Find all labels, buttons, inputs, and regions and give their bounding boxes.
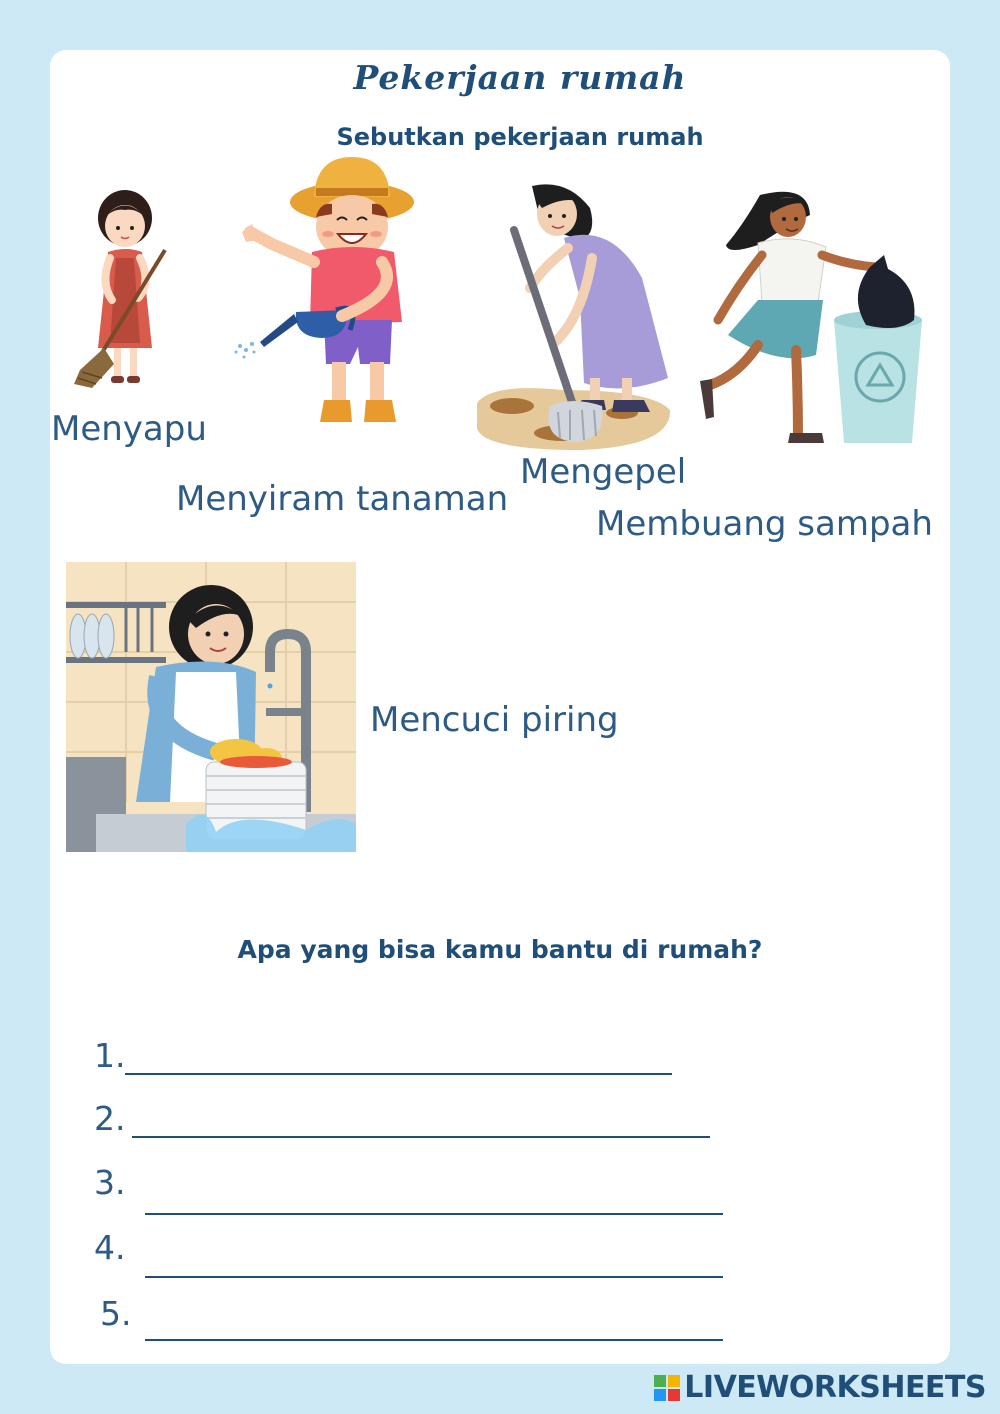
liveworksheets-logo-icon — [654, 1375, 680, 1401]
answer-line-4[interactable] — [145, 1276, 723, 1278]
answer-line-3[interactable] — [145, 1213, 723, 1215]
answer-number-2: 2. — [94, 1099, 126, 1138]
woman-mopping-floor-icon — [472, 178, 677, 458]
answer-number-4: 4. — [94, 1228, 126, 1267]
girl-sweeping-broom-icon — [70, 188, 180, 393]
woman-taking-out-trash-icon — [698, 185, 928, 450]
chore-label-menyiram-tanaman: Menyiram tanaman — [176, 479, 509, 519]
girl-watering-can-icon — [232, 152, 417, 432]
brand-name: LIVEWORKSHEETS — [684, 1370, 986, 1405]
answer-line-1[interactable] — [125, 1073, 672, 1075]
worksheet-title: Pekerjaan rumah — [353, 58, 687, 97]
answer-line-2[interactable] — [132, 1136, 710, 1138]
chore-label-menyapu: Menyapu — [51, 409, 207, 449]
woman-washing-dishes-icon — [66, 562, 356, 852]
liveworksheets-brand[interactable] — [654, 1370, 986, 1405]
chore-label-membuang-sampah: Membuang sampah — [596, 504, 933, 544]
answer-number-5: 5. — [100, 1294, 132, 1333]
worksheet-subtitle: Sebutkan pekerjaan rumah — [336, 123, 704, 151]
answer-line-5[interactable] — [145, 1339, 723, 1341]
chore-label-mencuci-piring: Mencuci piring — [370, 700, 619, 740]
question-text: Apa yang bisa kamu bantu di rumah? — [237, 935, 763, 964]
chore-label-mengepel: Mengepel — [520, 452, 687, 492]
answer-number-1: 1. — [94, 1036, 126, 1075]
answer-number-3: 3. — [94, 1163, 126, 1202]
